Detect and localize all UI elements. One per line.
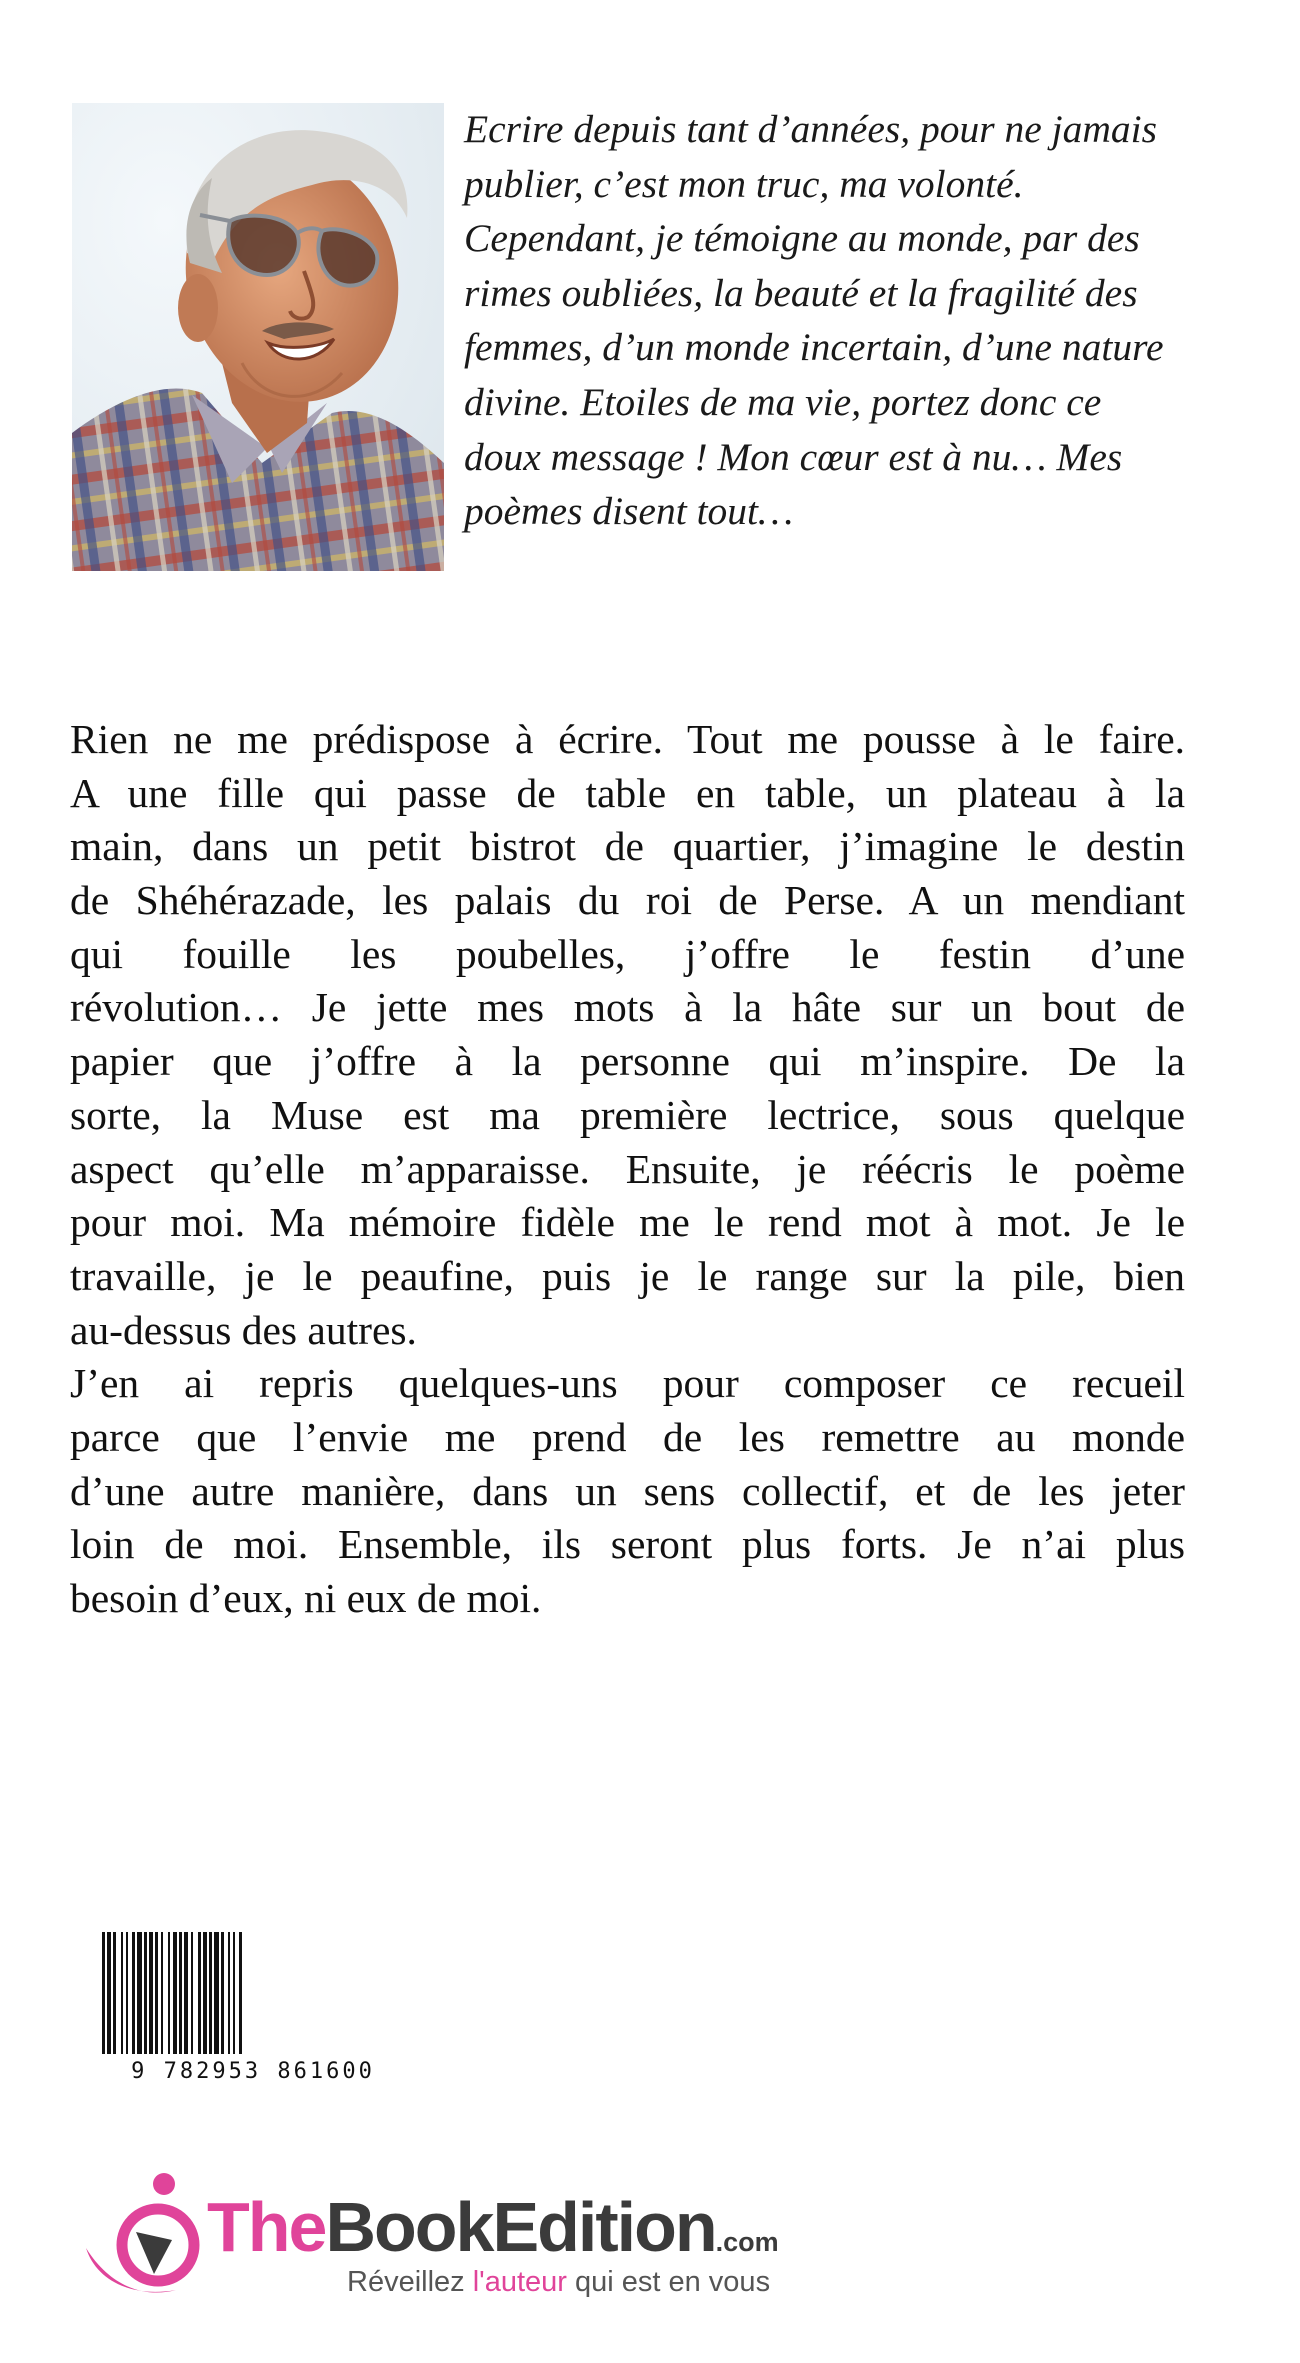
body-text-line: d’une autre manière, dans un sens collectif, et de les jeter [70, 1467, 1185, 1514]
body-text-line: J’en ai repris quelques-uns pour composer ce recueil [70, 1360, 1185, 1407]
body-text-line: loin de moi. Ensemble, ils seront plus forts. Je n’ai plus [70, 1521, 1185, 1568]
barcode-bar [198, 1932, 201, 2054]
barcode-bar [149, 1932, 153, 2054]
body-text-line: au-dessus des autres. [70, 1306, 417, 1353]
barcode-bar [233, 1932, 235, 2054]
wordmark-the: The [207, 2188, 326, 2266]
reader-figure-logo-icon [76, 2170, 206, 2310]
author-portrait-icon [72, 103, 444, 571]
author-quote-line: poèmes disent tout… [464, 489, 794, 534]
body-text-line: aspect qu’elle m’apparaisse. Ensuite, je réécris le poème [70, 1145, 1185, 1192]
barcode-bar [209, 1932, 212, 2054]
author-quote-line: femmes, d’un monde incertain, d’une nature [464, 325, 1164, 370]
barcode-bar [179, 1932, 182, 2054]
body-text-line: besoin d’eux, ni eux de moi. [70, 1575, 542, 1621]
tagline-before: Réveillez [347, 2266, 473, 2298]
barcode-bar [144, 1932, 147, 2054]
back-cover-text [70, 713, 1185, 1626]
barcode-bar [239, 1932, 242, 2054]
author-quote-line: publier, c’est mon truc, ma volonté. [464, 161, 1024, 206]
barcode-bar [221, 1932, 224, 2054]
barcode-bar [132, 1932, 135, 2054]
barcode-bar [203, 1932, 207, 2054]
barcode-bar [184, 1932, 188, 2054]
body-text-line: parce que l’envie me prend de les remettre au monde [70, 1413, 1185, 1460]
author-photo [72, 103, 444, 571]
body-text-line: travaille, je le peaufine, puis je le range sur la pile, bien [70, 1252, 1185, 1299]
body-text-line: Rien ne me prédispose à écrire. Tout me pousse à le faire. [70, 716, 1185, 762]
body-text-line: main, dans un petit bistrot de quartier, j’imagine le destin [70, 823, 1185, 870]
barcode-bar [137, 1932, 142, 2054]
body-text-line: qui fouille les poubelles, j’offre le festin d’une [70, 930, 1185, 977]
author-quote-line: doux message ! Mon cœur est à nu… Mes [464, 434, 1123, 479]
tagline-highlight: l'auteur [472, 2266, 567, 2298]
barcode-bar [168, 1932, 170, 2054]
body-text-line: révolution… Je jette mes mots à la hâte sur un bout de [70, 984, 1185, 1031]
publisher-wordmark [207, 2188, 779, 2277]
barcode-bar [228, 1932, 230, 2054]
body-text-line: pour moi. Ma mémoire fidèle me le rend mot à mot. Je le [70, 1199, 1185, 1246]
barcode-bar [191, 1932, 193, 2054]
barcode-bar [173, 1932, 177, 2054]
author-quote-line: Ecrire depuis tant d’années, pour ne jamais [464, 107, 1157, 151]
author-quote-line: rimes oubliées, la beauté et la fragilité des [464, 270, 1138, 315]
body-text-line: sorte, la Muse est ma première lectrice, sous quelque [70, 1091, 1185, 1138]
barcode-bar [113, 1932, 116, 2054]
barcode-icon [88, 1930, 418, 2090]
body-text-line: papier que j’offre à la personne qui m’inspire. De la [70, 1038, 1185, 1085]
body-text-line: A une fille qui passe de table en table, un plateau à la [70, 769, 1185, 816]
publisher-tagline [347, 2266, 770, 2298]
barcode-bar [161, 1932, 163, 2054]
barcode-bar [107, 1932, 111, 2054]
barcode-bar [102, 1932, 105, 2054]
publisher-logo [76, 2170, 896, 2310]
barcode-bar [126, 1932, 128, 2054]
barcode-bar [214, 1932, 219, 2054]
isbn-barcode [88, 1930, 418, 2090]
tagline-after: qui est en vous [566, 2266, 771, 2298]
barcode-bar [155, 1932, 158, 2054]
wordmark-dotcom: .com [715, 2227, 779, 2257]
wordmark-edition: Edition [492, 2188, 716, 2266]
wordmark-book: Book [325, 2188, 493, 2266]
barcode-digits: 9 782953 861600 [131, 2059, 375, 2084]
body-text-line: de Shéhérazade, les palais du roi de Perse. A un mendiant [70, 877, 1185, 924]
barcode-bar [121, 1932, 123, 2054]
author-quote [464, 102, 1176, 539]
author-quote-line: divine. Etoiles de ma vie, portez donc ce [464, 379, 1102, 424]
author-quote-line: Cependant, je témoigne au monde, par des [464, 216, 1140, 261]
